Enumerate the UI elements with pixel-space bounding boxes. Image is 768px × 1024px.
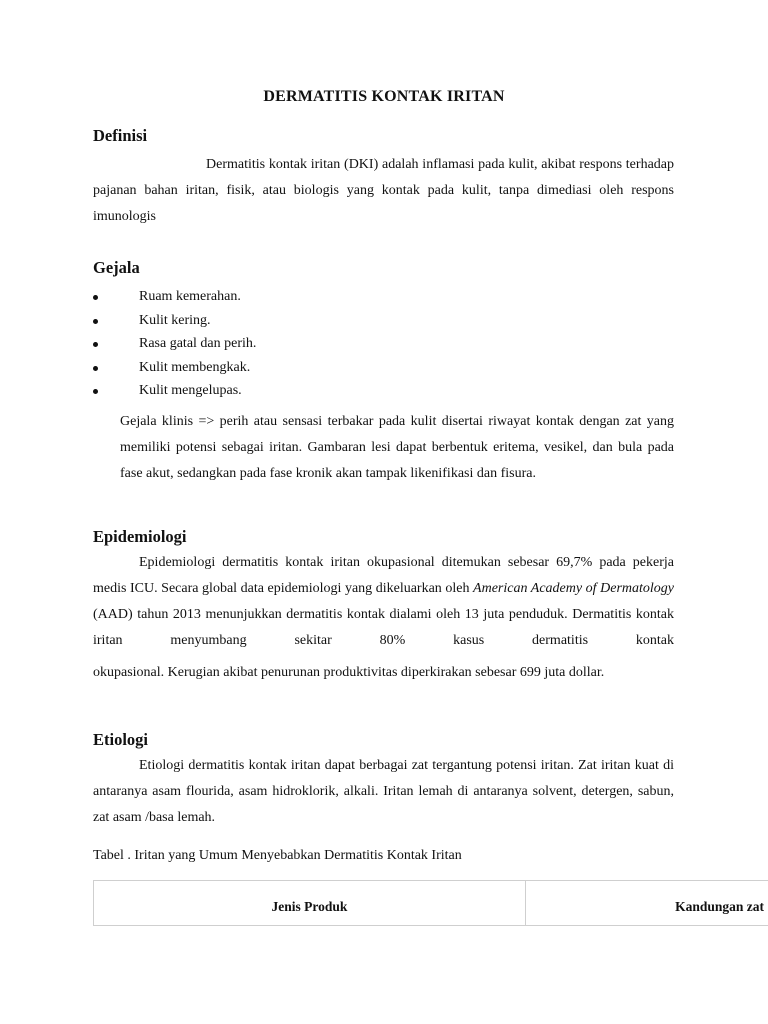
epidemiologi-paragraph-end: okupasional. Kerugian akibat penurunan produktivitas diperkirakan sebesar 699 juta dollar.	[93, 665, 605, 680]
document-title: DERMATITIS KONTAK IRITAN	[263, 88, 505, 105]
table-caption: Tabel . Iritan yang Umum Menyebabkan Dermatitis Kontak Iritan	[93, 848, 462, 863]
bullet-icon	[93, 342, 98, 347]
table-header-kandungan-zat: Kandungan zat	[675, 899, 764, 914]
section-heading-etiologi: Etiologi	[93, 730, 149, 749]
list-item: Ruam kemerahan.	[93, 285, 256, 309]
epidemiologi-paragraph: Epidemiologi dermatitis kontak iritan okupasional ditemukan sebesar 69,7% pada pekerja medis ICU. Secara global data epidemiologi yang dikeluarkan oleh American Academy of Dermatology (AAD) tahun 2013 menunjukkan dermatitis kontak dialami oleh 13 juta penduduk. Dermatitis kontak iritan menyumbang sekitar 80% kasus dermatitis kontak	[93, 555, 674, 648]
definisi-paragraph: Dermatitis kontak iritan (DKI) adalah inflamasi pada kulit, akibat respons terhadap pajanan bahan iritan, fisik, atau biologis yang kontak pada kulit, tanpa dimediasi oleh respons imunologis	[93, 157, 674, 224]
section-heading-definisi: Definisi	[93, 126, 148, 145]
table-header-jenis-produk: Jenis Produk	[94, 881, 526, 925]
italic-source-name: American Academy of Dermatology	[473, 581, 674, 596]
bullet-icon	[93, 366, 98, 371]
list-item: Rasa gatal dan perih.	[93, 332, 256, 356]
list-item: Kulit membengkak.	[93, 356, 256, 380]
etiologi-paragraph: Etiologi dermatitis kontak iritan dapat berbagai zat tergantung potensi iritan. Zat iritan kuat di antaranya asam flourida, asam hidroklorik, alkali. Iritan lemah di antaranya solvent, detergen, sabun, zat asam /basa lemah.	[93, 758, 674, 825]
irritant-table	[93, 880, 768, 926]
section-heading-epidemiologi: Epidemiologi	[93, 527, 187, 546]
section-heading-gejala: Gejala	[93, 258, 140, 277]
gejala-list	[93, 285, 256, 403]
gejala-klinis-paragraph: Gejala klinis => perih atau sensasi terbakar pada kulit disertai riwayat kontak dengan zat yang memiliki potensi sebagai iritan. Gambaran lesi dapat berbentuk eritema, vesikel, dan bula pada fase akut, sedangkan pada fase kronik akan tampak likenifikasi dan fisura.	[120, 414, 674, 481]
list-item: Kulit mengelupas.	[93, 379, 256, 403]
bullet-icon	[93, 319, 98, 324]
list-item: Kulit kering.	[93, 309, 256, 333]
bullet-icon	[93, 295, 98, 300]
bullet-icon	[93, 389, 98, 394]
